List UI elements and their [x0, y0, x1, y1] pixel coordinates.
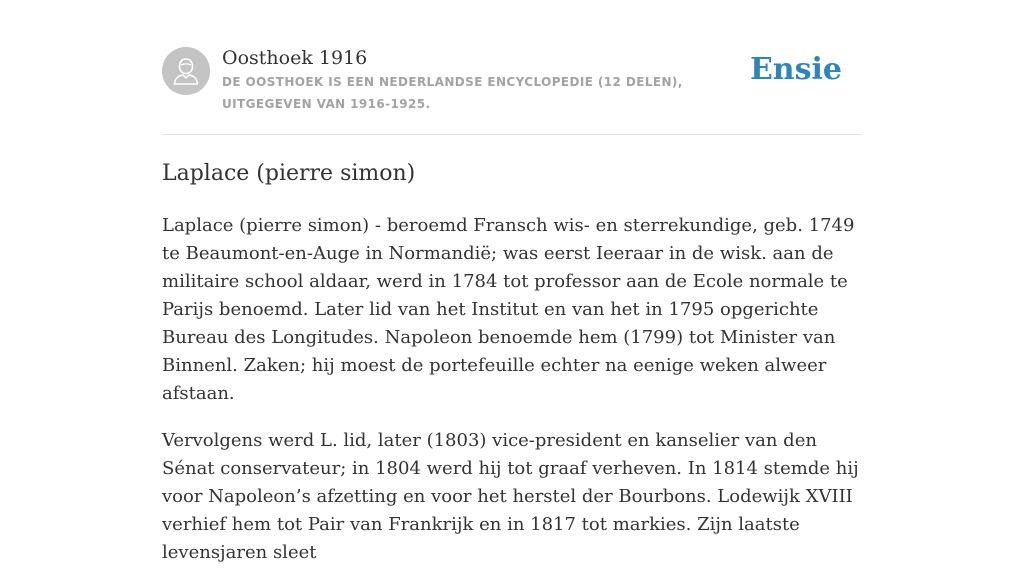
page-container	[162, 0, 862, 563]
article-paragraph-1: Laplace (pierre simon) - beroemd Fransch wis- en sterrekundige, geb. 1749 te Beaumont-en-Auge in Normandië; was eerst Ieeraar in de wisk. aan de militaire school aldaar, werd in 1784 tot professor aan de Ecole normale te Parijs benoemd. Later lid van het Institut en van het in 1795 opgerichte Bureau des Longitudes. Napoleon benoemde hem (1799) tot Minister van Binnenl. Zaken; hij moest de portefeuille echter na eenige weken alweer afstaan.	[162, 215, 855, 404]
source-avatar[interactable]	[162, 47, 210, 95]
source-title[interactable]: Oosthoek 1916	[222, 47, 368, 69]
article-paragraph-2: Vervolgens werd L. lid, later (1803) vice-president en kanselier van den Sénat conservateur; in 1804 werd hij tot graaf verheven. In 1814 stemde hij voor Napoleon’s afzetting en voor het herstel der Bourbons. Lodewijk XVIII verhief hem tot Pair van Frankrijk en in 1817 tot markies. Zijn laatste levensjaren sleet	[162, 430, 859, 563]
article-body	[162, 212, 862, 586]
source-description: DE OOSTHOEK IS EEN NEDERLANDSE ENCYCLOPEDIE (12 DELEN), UITGEGEVEN VAN 1916-1925.	[222, 75, 683, 111]
article-title: Laplace (pierre simon)	[162, 161, 416, 186]
ensie-logo[interactable]: Ensie	[749, 52, 842, 87]
source-header	[162, 0, 862, 135]
source-info	[222, 45, 762, 115]
user-icon	[162, 47, 210, 95]
